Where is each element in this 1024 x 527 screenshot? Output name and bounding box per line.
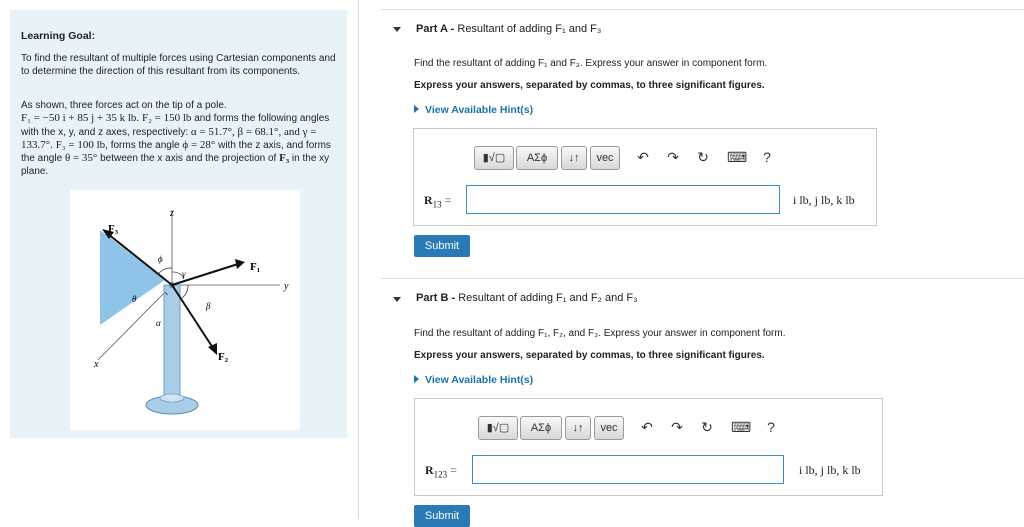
part-a-title[interactable]: [416, 23, 601, 35]
part-a-answer-input[interactable]: [466, 185, 780, 214]
undo-icon[interactable]: ↶: [641, 419, 653, 435]
pole: [164, 285, 180, 400]
part-b-submit-button[interactable]: Submit: [414, 505, 470, 527]
gamma-label: γ: [182, 269, 186, 279]
part-b-title[interactable]: [416, 292, 638, 304]
learning-goal-panel: [10, 10, 347, 438]
templates-button[interactable]: ▮√▢: [474, 146, 514, 170]
part-a-question: Find the resultant of adding F₁ and F₃. Express your answer in component form.: [414, 58, 768, 69]
f2-arrowhead: [208, 343, 217, 355]
f2-description: and forms the following angles with the x, y, and z axes, respectively:: [21, 113, 330, 138]
part-b-equals: =: [450, 463, 457, 477]
part-a-units: i lb, j lb, k lb: [793, 193, 855, 207]
part-a-answer-box: [413, 128, 877, 226]
y-label: y: [284, 281, 289, 292]
angles-equation: α = 51.7°, β = 68.1°, and γ = 133.7°.: [21, 125, 317, 151]
part-a-var-sub: 13: [432, 199, 442, 210]
theta-label: θ: [132, 294, 137, 304]
part-b-answer-box: [414, 398, 883, 496]
f3-description-1: forms the angle: [110, 139, 180, 151]
redo-icon[interactable]: ↷: [671, 419, 683, 435]
beta-arc: [182, 285, 188, 298]
beta-label: β: [206, 301, 211, 311]
learning-goal-text: To find the resultant of multiple forces using Cartesian components and to determine the direction of this resultant from its components.: [21, 53, 336, 77]
part-b-top-rule: [380, 278, 1024, 279]
part-b-question: Find the resultant of adding F₁, F₂, and F₃. Express your answer in component form.: [414, 328, 786, 339]
part-b-title-text: Resultant of adding F₁ and F₂ and F₃: [458, 292, 638, 304]
part-b-collapse-icon[interactable]: [393, 297, 401, 302]
part-a-prefix: Part A -: [416, 23, 455, 35]
part-a-var: R: [424, 193, 433, 207]
alpha-label: α: [156, 318, 161, 328]
part-b-hint-link[interactable]: [414, 374, 533, 386]
keyboard-shortcuts-icon[interactable]: ⌨: [731, 419, 752, 435]
part-b-var-sub: 123: [433, 469, 448, 480]
part-a-title-text: Resultant of adding F₁ and F₃: [457, 23, 602, 35]
templates-button[interactable]: ▮√▢: [478, 416, 518, 440]
phi-arc: [158, 268, 172, 274]
f3-description-4: in the xy plane.: [21, 153, 330, 178]
x-label: x: [94, 359, 99, 370]
part-a-submit-button[interactable]: Submit: [414, 235, 470, 257]
part-b-var: R: [425, 463, 434, 477]
part-a-top-rule: [380, 9, 1024, 10]
vector-button[interactable]: vec: [590, 146, 620, 170]
phi-label: ϕ: [158, 254, 163, 264]
f3-symbol: F₃: [279, 152, 290, 165]
redo-icon[interactable]: ↷: [667, 149, 679, 165]
greek-symbols-button[interactable]: ΑΣϕ: [520, 416, 562, 440]
phi-value: ϕ = 28°: [182, 138, 216, 151]
expand-hint-icon: [414, 375, 419, 383]
help-icon[interactable]: ?: [767, 419, 775, 435]
greek-symbols-button[interactable]: ΑΣϕ: [516, 146, 558, 170]
part-a-equals: =: [444, 193, 452, 207]
f3-description-2: with the z axis, and forms the angle: [21, 139, 331, 165]
part-a-hint-link[interactable]: [414, 104, 533, 116]
f1-equation: F₁ = −50 i + 85 j + 35 k lb.: [21, 112, 140, 125]
pole-base-top: [160, 394, 184, 402]
theta-value: θ = 35°: [64, 152, 98, 165]
reset-icon[interactable]: ↻: [697, 149, 709, 165]
part-a-collapse-icon[interactable]: [393, 27, 401, 32]
learning-goal-title: Learning Goal:: [21, 30, 96, 42]
f3-description-3: between the x axis and the projection of: [100, 153, 277, 165]
pole-force-figure: [70, 190, 300, 430]
f2-equation: F₂ = 150 lb: [141, 112, 192, 125]
vector-button[interactable]: vec: [594, 416, 624, 440]
part-b-instruction: Express your answers, separated by commas, to three significant figures.: [414, 350, 765, 361]
f1-arrowhead: [235, 259, 245, 269]
keyboard-shortcuts-icon[interactable]: ⌨: [727, 149, 748, 165]
projection-plane: [100, 230, 165, 325]
z-label: z: [170, 208, 174, 219]
column-divider: [358, 0, 359, 519]
part-b-answer-input[interactable]: [472, 455, 784, 484]
f3-label: F₃: [108, 223, 119, 235]
f1-label: F₁: [250, 261, 261, 273]
subscript-superscript-button[interactable]: ↓↑: [565, 416, 591, 440]
subscript-superscript-button[interactable]: ↓↑: [561, 146, 587, 170]
part-b-variable-label: [425, 463, 457, 479]
part-b-math-toolbar: [478, 416, 798, 440]
part-b-hint-text: View Available Hint(s): [425, 374, 534, 386]
problem-statement: [21, 99, 339, 179]
help-icon[interactable]: ?: [763, 149, 771, 165]
pole-diagram: [70, 190, 300, 430]
part-a-instruction: Express your answers, separated by commas, to three significant figures.: [414, 80, 765, 91]
undo-icon[interactable]: ↶: [637, 149, 649, 165]
f3-equation: F₃ = 100 lb,: [55, 138, 108, 151]
reset-icon[interactable]: ↻: [701, 419, 713, 435]
part-b-units: i lb, j lb, k lb: [799, 463, 861, 477]
expand-hint-icon: [414, 105, 419, 113]
part-a-math-toolbar: [474, 146, 794, 170]
part-b-prefix: Part B -: [416, 292, 456, 304]
intro-text: As shown, three forces act on the tip of a pole.: [21, 100, 227, 111]
f2-label: F₂: [218, 351, 229, 363]
part-a-hint-text: View Available Hint(s): [425, 104, 534, 116]
part-a-variable-label: [424, 193, 451, 209]
